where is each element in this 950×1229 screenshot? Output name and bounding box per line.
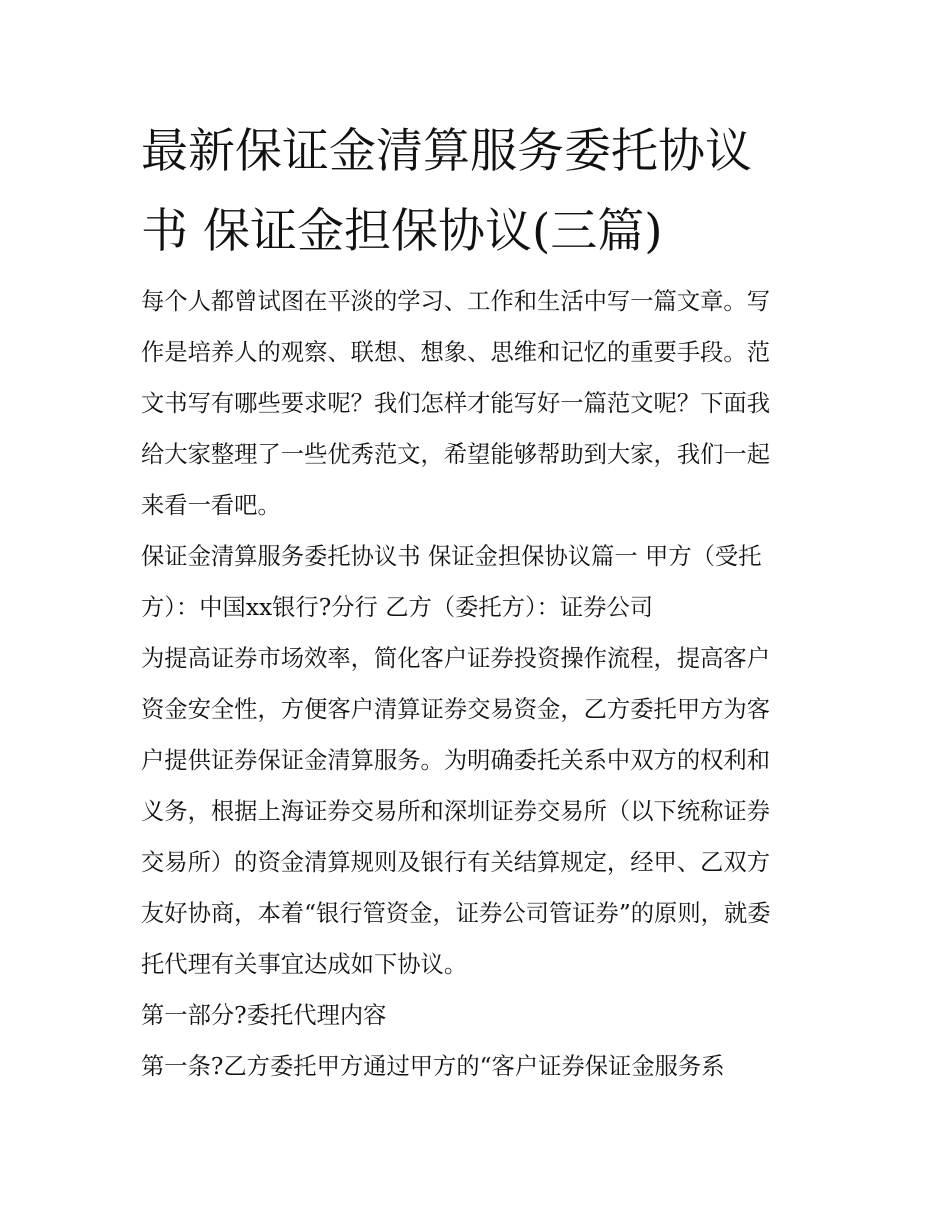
- body-line: 义务，根据上海证券交易所和深圳证券交易所（以下统称证券: [141, 798, 771, 825]
- body-line: 户提供证券保证金清算服务。为明确委托关系中双方的权利和: [141, 747, 771, 774]
- section-heading: 第一部分?委托代理内容: [141, 1002, 387, 1029]
- body-line: 方）：中国xx银行?分行 乙方（委托方）：证券公司: [141, 594, 654, 621]
- title-line: 最新保证金清算服务委托协议: [141, 124, 752, 179]
- body-line: 保证金清算服务委托协议书 保证金担保协议篇一 甲方（受托: [141, 543, 762, 570]
- body-line: 给大家整理了一些优秀范文，希望能够帮助到大家，我们一起: [141, 441, 771, 468]
- body-line: 文书写有哪些要求呢？我们怎样才能写好一篇范文呢？下面我: [141, 390, 771, 417]
- body-line: 第一条?乙方委托甲方通过甲方的“客户证券保证金服务系: [141, 1053, 725, 1080]
- body-line: 为提高证券市场效率，简化客户证券投资操作流程，提高客户: [141, 645, 771, 672]
- body-line: 友好协商，本着“银行管资金，证券公司管证券”的原则，就委: [141, 900, 771, 927]
- body-line: 交易所）的资金清算规则及银行有关结算规定，经甲、乙双方: [141, 849, 771, 876]
- body-line: 资金安全性，方便客户清算证券交易资金，乙方委托甲方为客: [141, 696, 771, 723]
- document-body: [141, 276, 821, 1092]
- body-line: 作是培养人的观察、联想、想象、思维和记忆的重要手段。范: [141, 339, 771, 366]
- body-line: 托代理有关事宜达成如下协议。: [141, 951, 468, 978]
- body-line: 每个人都曾试图在平淡的学习、工作和生活中写一篇文章。写: [141, 288, 771, 315]
- title-line: 书 保证金担保协议(三篇): [141, 204, 663, 259]
- document-title: [141, 112, 821, 272]
- body-line: 来看一看吧。: [141, 492, 281, 519]
